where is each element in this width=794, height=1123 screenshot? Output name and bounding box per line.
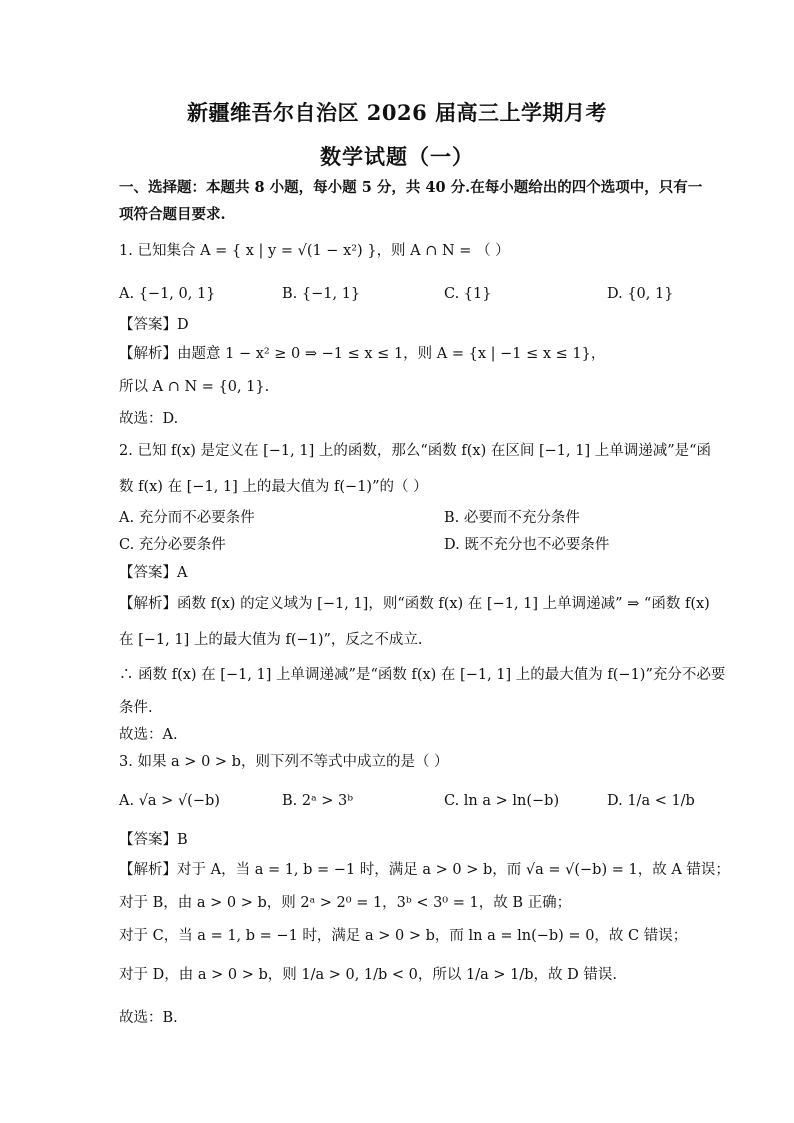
q2-stem-line2: 数 f(x) 在 [−1, 1] 上的最大值为 f(−1)”的（ ） <box>119 479 428 495</box>
q1-option-d: D. {0, 1} <box>607 286 674 302</box>
q3-analysis-line1: 【解析】对于 A，当 a = 1, b = −1 时，满足 a > 0 > b，而 √a = √(−b) = 1，故 A 错误； <box>119 862 730 878</box>
q3-analysis-line4: 对于 D，由 a > 0 > b，则 1/a > 0, 1/b < 0，所以 1/a > 1/b，故 D 错误. <box>119 967 617 983</box>
q2-option-c: C. 充分必要条件 <box>119 537 226 553</box>
q1-analysis-line1: 【解析】由题意 1 − x² ≥ 0 ⇒ −1 ≤ x ≤ 1，则 A = {x | −1 ≤ x ≤ 1}， <box>119 346 606 362</box>
q1-answer: 【答案】D <box>119 317 189 333</box>
q1-option-b: B. {−1, 1} <box>282 286 361 302</box>
q1-analysis-line3: 故选：D. <box>119 411 179 427</box>
q3-analysis-line2: 对于 B，由 a > 0 > b，则 2ᵃ > 2⁰ = 1，3ᵇ < 3⁰ = 1，故 B 正确； <box>119 895 572 911</box>
q3-option-d: D. 1/a < 1/b <box>607 793 695 809</box>
section-heading-line1: 一、选择题：本题共 8 小题，每小题 5 分，共 40 分.在每小题给出的四个选项中，只有一 <box>119 179 703 196</box>
q1-option-c: C. {1} <box>444 286 492 302</box>
q2-analysis-line1: 【解析】函数 f(x) 的定义域为 [−1, 1]，则“函数 f(x) 在 [−1, 1] 上单调递减” ⇒ “函数 f(x) <box>119 596 710 612</box>
q2-analysis-line2: 在 [−1, 1] 上的最大值为 f(−1)”，反之不成立. <box>119 632 423 648</box>
q3-option-c: C. ln a > ln(−b) <box>444 793 560 809</box>
q2-stem-line1: 2. 已知 f(x) 是定义在 [−1, 1] 上的函数，那么“函数 f(x) 在区间 [−1, 1] 上单调递减”是“函 <box>119 443 712 459</box>
q3-answer: 【答案】B <box>119 832 188 848</box>
q1-stem-suffix: ，则 A ∩ N = （ ） <box>376 243 510 259</box>
q3-stem: 3. 如果 a > 0 > b，则下列不等式中成立的是（ ） <box>119 754 449 770</box>
q1-set-A: A = { x | y = √(1 − x²) } <box>200 243 377 259</box>
exam-title: 新疆维吾尔自治区 2026 届高三上学期月考 <box>186 100 608 125</box>
section-heading-line2: 项符合题目要求. <box>119 206 226 223</box>
q1-stem <box>119 241 510 261</box>
q2-option-b: B. 必要而不充分条件 <box>444 510 580 526</box>
q1-analysis-line2: 所以 A ∩ N = {0, 1}. <box>119 379 270 395</box>
q2-analysis-line5: 故选：A. <box>119 727 178 743</box>
q1-stem-text: 1. 已知集合 <box>119 243 201 259</box>
q2-analysis-line4: 条件. <box>119 700 153 716</box>
q3-option-b: B. 2ᵃ > 3ᵇ <box>282 793 354 809</box>
q2-option-a: A. 充分而不必要条件 <box>119 510 255 526</box>
q2-option-d: D. 既不充分也不必要条件 <box>444 537 610 553</box>
q2-answer: 【答案】A <box>119 565 188 581</box>
q1-option-a: A. {−1, 0, 1} <box>119 286 216 302</box>
q3-option-a: A. √a > √(−b) <box>119 793 220 809</box>
q3-analysis-line5: 故选：B. <box>119 1010 178 1026</box>
exam-subtitle: 数学试题（一） <box>320 144 474 169</box>
q2-analysis-line3: ∴ 函数 f(x) 在 [−1, 1] 上单调递减”是“函数 f(x) 在 [−1, 1] 上的最大值为 f(−1)”充分不必要 <box>119 667 726 683</box>
q3-analysis-line3: 对于 C，当 a = 1, b = −1 时，满足 a > 0 > b，而 ln a = ln(−b) = 0，故 C 错误； <box>119 928 688 944</box>
